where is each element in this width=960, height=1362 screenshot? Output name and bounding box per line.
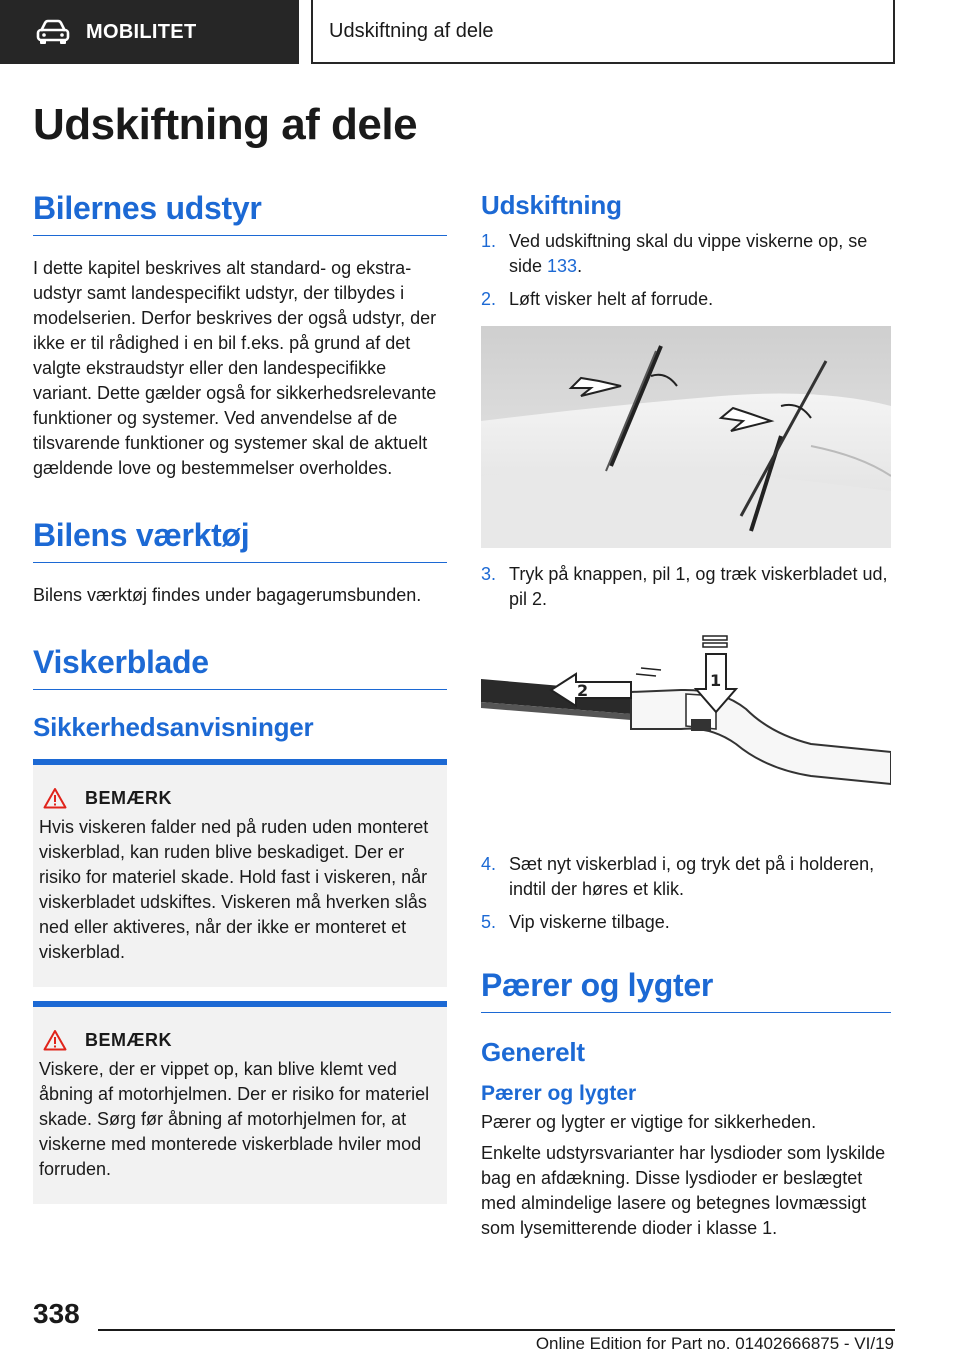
note-title: BEMÆRK [85,1029,172,1050]
page-number: 338 [33,1298,80,1329]
text-bilernes-udstyr: I dette kapitel beskrives alt standard- og ekstraudstyr samt landespecifikt udstyr, der tilbydes i modelserien. Derfor beskrives der også udstyr, der ikke er til rådighed i en bil f.eks. på grund af det valgte ekstraudstyr eller den landespecifikke variant. Dette gælder også for sikkerhedsrelevante funktioner og systemer. Ved anvendelse af de tilsvarende funktioner og systemer skal de aktuelt gældende love og bestemmelser overholdes. [33,258,437,478]
arrow-label-1: 1 [710,671,722,690]
warning-note-2 [33,1001,447,1204]
subheading-generelt: Generelt [481,1037,585,1067]
step-text-main: Ved udskiftning skal du vippe viskerne op, se side [509,231,868,276]
step-text: Vip viskerne tilbage. [509,912,670,932]
wiper-windshield-image [481,326,891,548]
step-number: 1. [481,231,497,251]
step-text [509,229,891,279]
heading-paerer-og-lygter: Pærer og lygter [481,967,891,1013]
steps-list-1 [481,229,891,312]
step-text: Løft visker helt af forrude. [509,289,714,309]
heading-bilernes-udstyr: Bilernes udstyr [33,190,447,236]
text-paerer-1: Pærer og lygter er vigtige for sikkerheden. [481,1112,817,1132]
heading-bilens-vaerktoej: Bilens værktøj [33,517,447,563]
subheading-sikkerhedsanvisninger: Sikkerhedsanvisninger [33,712,314,742]
step-text: Sæt nyt viskerblad i, og tryk det på i holderen, indtil der høres et klik. [509,854,875,899]
list-item [481,852,891,902]
footer-edition: Online Edition for Part no. 01402666875 - VI/19 [535,1334,894,1353]
right-column [481,190,891,1241]
list-item [481,287,891,312]
page-link-133[interactable]: 133 [547,256,578,276]
step-text: Tryk på knappen, pil 1, og træk viskerbladet ud, pil 2. [509,564,888,609]
list-item [481,229,891,279]
note-title: BEMÆRK [85,787,172,808]
note-text: Viskere, der er vippet op, kan blive klemt ved åbning af motorhjelmen. Der er risiko for materiel skade. Sørg før åbning af motorhjelmen for, at viskerne med monterede viskerblade hviler mod forruden. [39,1059,430,1179]
text-bilens-vaerktoej: Bilens værktøj findes under bagagerumsbunden. [33,585,422,605]
chapter-header [311,0,895,64]
note-text: Hvis viskeren falder ned på ruden uden monteret viskerblad, kan ruden blive beskadiget. Der er risiko for materiel skade. Hold fast i viskeren, når viskerbladet udskiftes. Viskeren må hverken slås ned eller aktiveres, når der ikke er monteret et viskerblad. [39,817,429,962]
footer-divider [98,1329,895,1331]
page-title: Udskiftning af dele [33,100,418,149]
heading-udskiftning: Udskiftning [481,190,622,220]
step-number: 3. [481,564,497,584]
section-label: MOBILITET [86,20,197,43]
arrow-label-2: 2 [577,681,589,700]
warning-triangle-icon [43,1029,67,1051]
steps-list-2 [481,562,891,612]
warning-note-1 [33,759,447,987]
steps-list-3 [481,852,891,935]
wiper-blade-release-image [481,634,891,844]
chapter-label: Udskiftning af dele [329,19,494,42]
car-icon [36,19,70,45]
text-paerer-2: Enkelte udstyrsvarianter har lysdioder som lyskilde bag en afdækning. Disse lysdioder er beslægtet med almindelige lasere og betegnes lovmæssigt som lysemitterende dioder i klasse 1. [481,1143,886,1238]
subsubheading-paerer: Pærer og lygter [481,1082,637,1105]
list-item [481,910,891,935]
step-number: 2. [481,289,497,309]
step-number: 4. [481,854,497,874]
warning-triangle-icon [43,787,67,809]
heading-viskerblade: Viskerblade [33,644,447,690]
left-column [33,190,447,1204]
list-item [481,562,891,612]
section-tab [0,0,299,64]
step-number: 5. [481,912,497,932]
step-text-suffix: . [577,256,583,276]
